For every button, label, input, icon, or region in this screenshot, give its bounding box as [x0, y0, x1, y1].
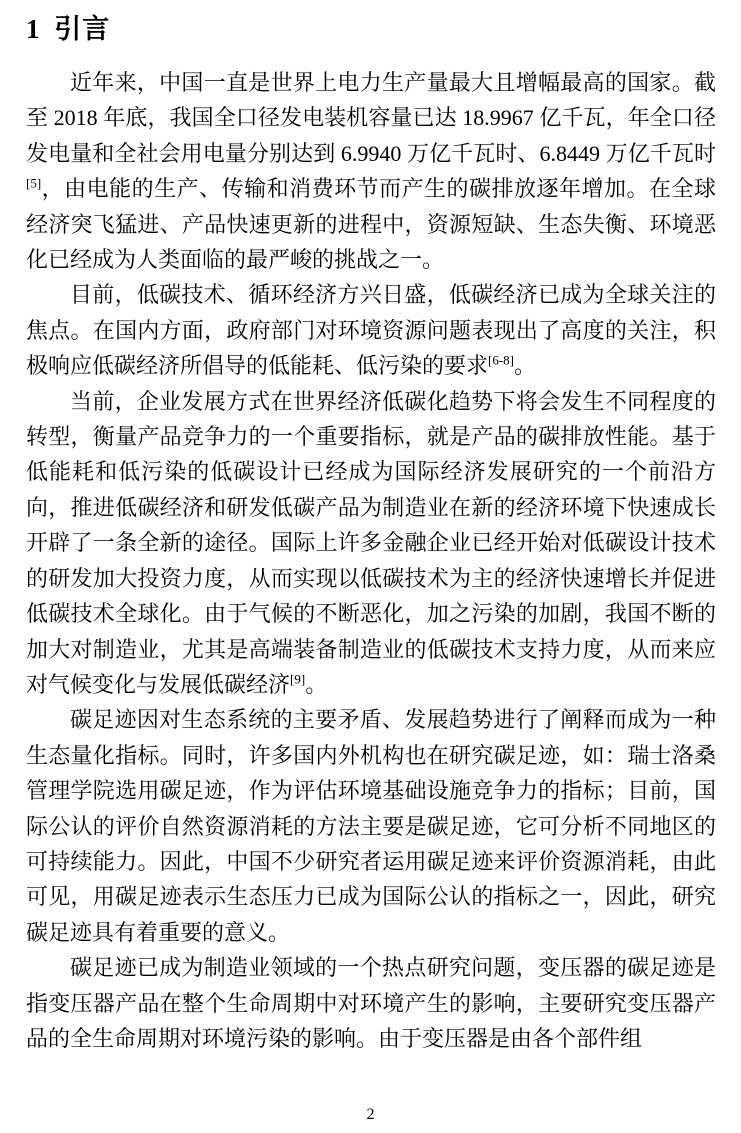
- paragraph-text: 近年来，中国一直是世界上电力生产量最大且增幅最高的国家。截至 2018 年底，我国全口径发电装机容量已达 18.9967 亿千瓦，年全口径发电量和全社会用电量分别达到 6.9940 万亿千瓦时、6.8449 万亿千瓦时: [26, 70, 716, 166]
- paragraph: [26, 384, 716, 703]
- paragraph-text: 。: [305, 671, 328, 697]
- paragraph: [26, 950, 716, 1056]
- citation-reference: [5]: [26, 175, 42, 191]
- paragraph-text: 碳足迹因对生态系统的主要矛盾、发展趋势进行了阐释而成为一种生态量化指标。同时，许多国内外机构也在研究碳足迹，如：瑞士洛桑管理学院选用碳足迹，作为评估环境基础设施竞争力的指标；目前，国际公认的评价自然资源消耗的方法主要是碳足迹，它可分析不同地区的可持续能力。因此，中国不少研究者运用碳足迹来评价资源消耗，由此可见，用碳足迹表示生态压力已成为国际公认的指标之一，因此，研究碳足迹具有着重要的意义。: [26, 707, 716, 945]
- citation-reference: [6-8]: [488, 352, 515, 368]
- paragraph-text: 目前，低碳技术、循环经济方兴日盛，低碳经济已成为全球关注的焦点。在国内方面，政府部门对环境资源问题表现出了高度的关注，积极响应低碳经济所倡导的低能耗、低污染的要求: [26, 282, 716, 379]
- paragraph-text: 。: [514, 353, 537, 379]
- page-number: 2: [366, 1106, 375, 1123]
- paragraph-text: ，由电能的生产、传输和消费环节而产生的碳排放逐年增加。在全球经济突飞猛进、产品快速更新的进程中，资源短缺、生态失衡、环境恶化已经成为人类面临的最严峻的挑战之一。: [26, 176, 716, 273]
- paragraph-text: 碳足迹已成为制造业领域的一个热点研究问题，变压器的碳足迹是指变压器产品在整个生命周期中对环境产生的影响，主要研究变压器产品的全生命周期对环境污染的影响。由于变压器是由各个部件组: [26, 955, 716, 1051]
- paragraph-text: 当前，企业发展方式在世界经济低碳化趋势下将会发生不同程度的转型，衡量产品竞争力的一个重要指标，就是产品的碳排放性能。基于低能耗和低污染的低碳设计已经成为国际经济发展研究的一个前沿方向，推进低碳经济和研发低碳产品为制造业在新的经济环境下快速成长开辟了一条全新的途径。国际上许多金融企业已经开始对低碳设计技术的研发加大投资力度，从而实现以低碳技术为主的经济快速增长并促进低碳技术全球化。由于气候的不断恶化，加之污染的加剧，我国不断的加大对制造业，尤其是高端装备制造业的低碳技术支持力度，从而来应对气候变化与发展低碳经济: [26, 388, 716, 697]
- section-heading: 1 引言: [26, 14, 111, 44]
- document-body: [26, 65, 716, 1056]
- paragraph: [26, 65, 716, 277]
- paragraph: [26, 277, 716, 383]
- citation-reference: [9]: [290, 671, 306, 687]
- paragraph: [26, 702, 716, 950]
